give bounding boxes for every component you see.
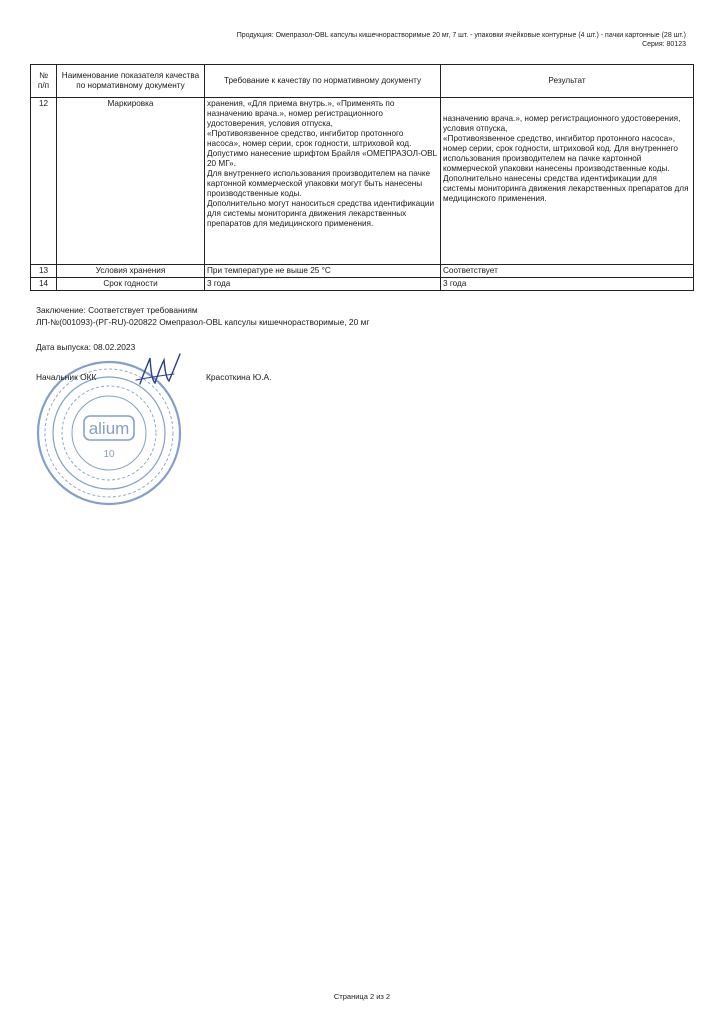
row-requirement: хранения, «Для приема внутрь.», «Применять по назначению врача.», номер регистрационного удостоверения, условия отпуска, «Противоязвенное средство, ингибитор протонного насоса», номер серии, срок годности, штриховой код. Допустимо нанесение шрифтом Брайля «ОМЕПРАЗОЛ-OBL 20 МГ». Для внутреннего использования производителем на пачке картонной коммерческой упаковки могут быть нанесены производственные коды. Дополнительно могут наноситься средства идентификации для системы мониторинга движения лекарственных препаратов для медицинского применения.	[205, 98, 441, 265]
product-line: Продукция: Омепразол-OBL капсулы кишечнорастворимые 20 мг, 7 шт. - упаковки ячейковые контурные (4 шт.) - пачки картонные (28 шт.)	[236, 32, 686, 39]
row-number: 13	[31, 265, 57, 278]
table-row	[31, 278, 694, 291]
col-header-indicator: Наименование показателя качества по нормативному документу	[57, 65, 205, 98]
signatory-name: Красоткина Ю.А.	[206, 372, 272, 382]
row-result: Соответствует	[441, 265, 694, 278]
row-number: 14	[31, 278, 57, 291]
conclusion	[36, 304, 369, 328]
table-row	[31, 98, 694, 265]
series-line: Серия: 80123	[642, 41, 686, 48]
row-requirement: 3 года	[205, 278, 441, 291]
row-result: назначению врача.», номер регистрационного удостоверения, условия отпуска, «Противоязвенное средство, ингибитор протонного насоса», номер серии, срок годности, штриховой код. Для внутреннего использования производителем на пачке картонной коммерческой упаковки нанесены производственные коды. Дополнительно нанесены средства идентификации для системы мониторинга движения лекарственных препаратов для медицинского применения.	[441, 98, 694, 265]
row-indicator: Маркировка	[57, 98, 205, 265]
conclusion-line-2: ЛП-№(001093)-(РГ-RU)-020822 Омепразол-OBL капсулы кишечнорастворимые, 20 мг	[36, 317, 370, 327]
row-number: 12	[31, 98, 57, 265]
row-requirement: При температуре не выше 25 °С	[205, 265, 441, 278]
quality-table	[30, 64, 694, 291]
col-header-requirement: Требование к качеству по нормативному документу	[205, 65, 441, 98]
conclusion-line-1: Заключение: Соответствует требованиям	[36, 305, 198, 315]
table-header-row	[31, 65, 694, 98]
row-indicator: Срок годности	[57, 278, 205, 291]
signatory-role: Начальник ОКК	[36, 372, 97, 382]
stamp-number: 10	[103, 449, 115, 460]
stamp-logo: alium	[88, 419, 130, 438]
col-header-result: Результат	[441, 65, 694, 98]
issue-date: Дата выпуска: 08.02.2023	[36, 342, 136, 352]
col-header-number: № п/п	[31, 65, 57, 98]
signature	[128, 350, 188, 395]
table-row	[31, 265, 694, 278]
document-header	[237, 31, 686, 49]
row-indicator: Условия хранения	[57, 265, 205, 278]
page-number: Страница 2 из 2	[333, 992, 391, 1001]
row-result: 3 года	[441, 278, 694, 291]
